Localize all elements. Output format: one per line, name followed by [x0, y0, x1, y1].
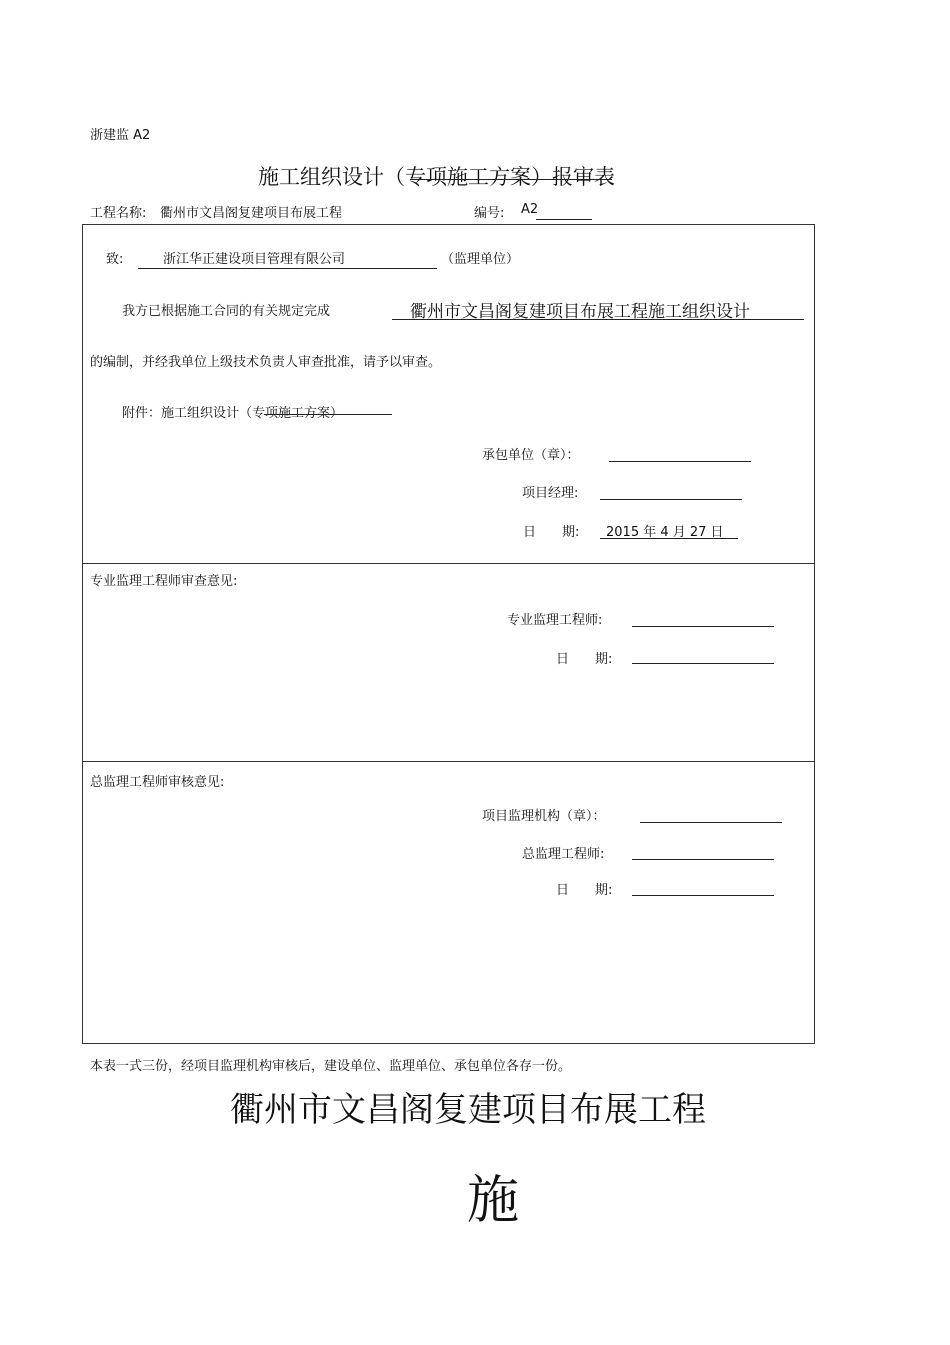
chief-engineer-underline — [632, 859, 774, 860]
project-name-value: 衢州市文昌阁复建项目布展工程 — [160, 206, 343, 221]
date-underline-1 — [600, 538, 738, 539]
cover-project-name: 衢州市文昌阁复建项目布展工程 — [230, 1090, 706, 1130]
form-code: 浙建监 A2 — [90, 128, 151, 143]
footer-note: 本表一式三份，经项目监理机构审核后，建设单位、监理单位、承包单位各存一份。 — [90, 1059, 572, 1074]
chief-review-heading: 总监理工程师审核意见: — [90, 775, 225, 790]
cover-big-char: 施 — [467, 1171, 520, 1231]
agency-label: 项目监理机构（章）： — [482, 809, 606, 824]
project-manager-underline — [600, 499, 742, 500]
statement-suffix: 的编制，并经我单位上级技术负责人审查批准，请予以审查。 — [90, 355, 442, 370]
professional-review-heading: 专业监理工程师审查意见: — [90, 574, 238, 589]
professional-engineer-label: 专业监理工程师: — [507, 613, 603, 628]
date-label-1: 日 期: — [523, 525, 580, 540]
supervisor-unit-name: 浙江华正建设项目管理有限公司 — [163, 252, 346, 267]
supervisor-unit-underline — [138, 268, 437, 269]
date-underline-3 — [632, 895, 774, 896]
supervisor-unit-suffix: （监理单位） — [441, 252, 520, 267]
title-strike-line — [410, 179, 612, 180]
statement-prefix: 我方已根据施工合同的有关规定完成 — [122, 304, 331, 319]
agency-underline — [640, 822, 782, 823]
date-underline-2 — [632, 663, 774, 664]
statement-fill: 衢州市文昌阁复建项目布展工程施工组织设计 — [410, 302, 750, 322]
to-label: 致: — [106, 252, 124, 267]
professional-engineer-underline — [632, 626, 774, 627]
attachment-strike-line — [264, 414, 392, 415]
attachment-label: 附件：施工组织设计（专项施工方案） — [122, 406, 344, 421]
number-label: 编号: — [474, 206, 505, 221]
section-divider-1 — [82, 563, 815, 564]
contractor-label: 承包单位（章）： — [482, 448, 580, 463]
number-value: A2 — [521, 202, 539, 217]
section-divider-2 — [82, 761, 815, 762]
date-label-2: 日 期: — [556, 652, 613, 667]
number-underline — [536, 219, 592, 220]
form-table — [82, 224, 815, 1044]
contractor-underline — [609, 461, 751, 462]
date-value-1: 2015 年 4 月 27 日 — [606, 525, 724, 540]
chief-engineer-label: 总监理工程师: — [522, 847, 605, 862]
project-manager-label: 项目经理: — [522, 486, 579, 501]
project-name-label: 工程名称: — [90, 206, 147, 221]
date-label-3: 日 期: — [556, 883, 613, 898]
statement-underline — [392, 319, 804, 320]
form-title: 施工组织设计（专项施工方案）报审表 — [258, 165, 615, 189]
